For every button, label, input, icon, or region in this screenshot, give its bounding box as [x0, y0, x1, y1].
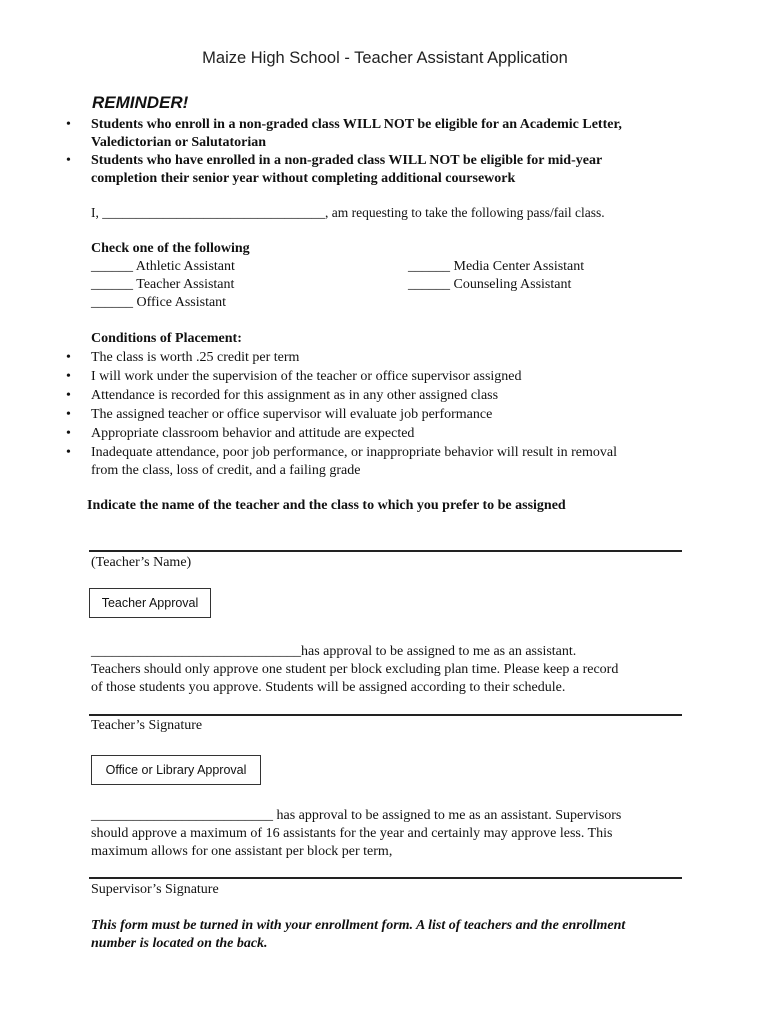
option-office-assistant: ______ Office Assistant: [91, 295, 227, 310]
bullet-icon: •: [66, 153, 71, 168]
condition-item: I will work under the supervision of the teacher or office supervisor assigned: [91, 369, 522, 384]
condition-item: The assigned teacher or office supervisor will evaluate job performance: [91, 407, 493, 422]
teacher-approval-line3: of those students you approve. Students will be assigned according to their schedule.: [91, 680, 566, 695]
teacher-signature-line[interactable]: [89, 714, 682, 716]
office-approval-line2: should approve a maximum of 16 assistants for the year and certainly may approve less. This: [91, 826, 613, 841]
office-approval-line3: maximum allows for one assistant per block per term,: [91, 844, 393, 859]
teacher-approval-line1: ______________________________has approval to be assigned to me as an assistant.: [91, 644, 577, 659]
reminder-heading: REMINDER!: [92, 93, 189, 112]
bullet-icon: •: [66, 445, 71, 460]
reminder-item-1-line1: Students who enroll in a non-graded class WILL NOT be eligible for an Academic Letter,: [91, 117, 622, 132]
request-line: I, _________________________________, am requesting to take the following pass/fail class.: [91, 205, 605, 220]
page-title: Maize High School - Teacher Assistant Application: [202, 49, 568, 67]
condition-item: Appropriate classroom behavior and attitude are expected: [91, 426, 415, 441]
teacher-name-line[interactable]: [89, 550, 682, 552]
footer-note-line2: number is located on the back.: [91, 936, 268, 951]
office-approval-line1: __________________________ has approval to be assigned to me as an assistant. Supervisors: [91, 808, 622, 823]
teacher-approval-line2: Teachers should only approve one student per block excluding plan time. Please keep a record: [91, 662, 619, 677]
reminder-item-2-line2: completion their senior year without completing additional coursework: [91, 171, 516, 186]
condition-item-continuation: from the class, loss of credit, and a failing grade: [91, 463, 361, 478]
option-teacher-assistant: ______ Teacher Assistant: [91, 277, 235, 292]
bullet-icon: •: [66, 117, 71, 132]
checklist-heading: Check one of the following: [91, 241, 250, 256]
reminder-item-2-line1: Students who have enrolled in a non-graded class WILL NOT be eligible for mid-year: [91, 153, 603, 168]
bullet-icon: •: [66, 369, 71, 384]
teacher-signature-label: Teacher’s Signature: [91, 718, 203, 733]
bullet-icon: •: [66, 350, 71, 365]
indicate-instruction: Indicate the name of the teacher and the class to which you prefer to be assigned: [87, 498, 566, 513]
teacher-name-label: (Teacher’s Name): [91, 555, 192, 570]
supervisor-signature-label: Supervisor’s Signature: [91, 882, 219, 897]
condition-item: The class is worth .25 credit per term: [91, 350, 300, 365]
footer-note-line1: This form must be turned in with your enrollment form. A list of teachers and the enrollment: [91, 918, 626, 933]
supervisor-signature-line[interactable]: [89, 877, 682, 879]
bullet-icon: •: [66, 407, 71, 422]
reminder-item-1-line2: Valedictorian or Salutatorian: [91, 135, 267, 150]
option-counseling-assistant: ______ Counseling Assistant: [408, 277, 572, 292]
bullet-icon: •: [66, 426, 71, 441]
bullet-icon: •: [66, 388, 71, 403]
option-media-center-assistant: ______ Media Center Assistant: [408, 259, 585, 274]
office-approval-box: Office or Library Approval: [91, 755, 261, 785]
teacher-approval-box: Teacher Approval: [89, 588, 211, 618]
conditions-heading: Conditions of Placement:: [91, 331, 242, 346]
condition-item: Inadequate attendance, poor job performance, or inappropriate behavior will result in removal: [91, 445, 617, 460]
condition-item: Attendance is recorded for this assignment as in any other assigned class: [91, 388, 499, 403]
option-athletic-assistant: ______ Athletic Assistant: [91, 259, 235, 274]
